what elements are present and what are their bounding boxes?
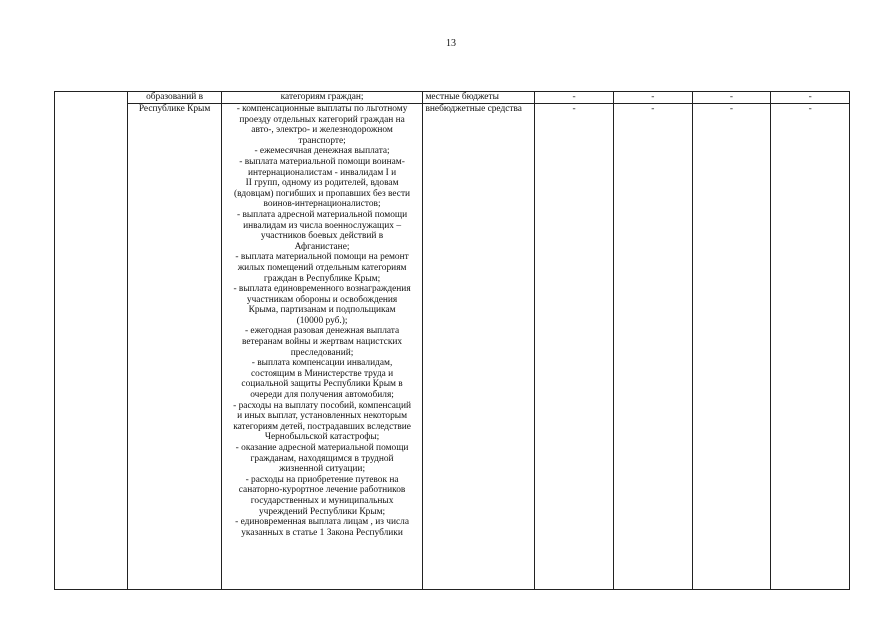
value-cell: - [613,104,692,590]
description-line: преследований; [290,347,354,358]
name-cell-line-1: образований в [128,92,221,104]
description-line: гражданам, находящимся в трудной [250,453,394,464]
description-line: - выплата единовременного вознаграждения [233,284,411,295]
description-line: Крыма, партизанам и подпольщикам [248,305,396,316]
description-line: (вдовцам) погибших и пропавших без вести [234,188,411,199]
description-line: участников боевых действий в [260,231,384,242]
table-row [55,92,850,104]
description-cell [221,104,423,590]
description-line: проезду отдельных категорий граждан на [239,114,405,125]
description-line: (10000 руб.); [296,315,348,326]
value-cell: - [535,104,614,590]
description-line: граждан в Республике Крым; [263,273,381,284]
description-line: - выплата компенсации инвалидам, [251,358,393,369]
description-line: - единовременная выплата лицам , из числа [235,517,410,528]
description-line: социальной защиты Республики Крым в [241,379,403,390]
description-line: - выплата материальной помощи на ремонт [235,252,409,263]
description-line: ветеранам войны и жертвам нацистских [242,337,403,348]
description-line: участникам обороны и освобождения [246,294,398,305]
description-line: и иных выплат, установленных некоторым [237,411,408,422]
description-line: учреждений Республики Крым; [258,506,386,517]
table-row [55,104,850,590]
name-cell-line-2: Республике Крым [128,104,221,590]
description-line: - компенсационные выплаты по льготному [236,104,408,114]
description-line: Афганистане; [294,241,350,252]
description-line: очереди для получения автомобиля; [250,390,394,401]
value-cell: - [692,104,771,590]
description-line: транспорте; [298,135,346,146]
value-cell: - [771,92,850,104]
description-line: категориям детей, пострадавших вследствие [233,421,411,432]
value-cell: - [535,92,614,104]
description-line: II групп, одному из родителей, вдовам [245,178,399,189]
value-cell: - [771,104,850,590]
funding-source-local: местные бюджеты [423,92,535,104]
description-cell-top: категориям граждан; [221,92,423,104]
row-number-cell [55,92,128,590]
description-line: авто-, электро- и железнодорожном [251,125,393,136]
description-line: - выплата адресной материальной помощи [236,209,408,220]
program-table [54,91,850,590]
funding-source-extrabudgetary: внебюджетные средства [423,104,535,590]
description-line: - ежемесячная денежная выплата; [254,146,390,157]
description-line: состоящим в Министерстве труда и [251,368,394,379]
value-cell: - [613,92,692,104]
description-line: санаторно-курортное лечение работников [238,485,406,496]
description-line: - оказание адресной материальной помощи [235,443,409,453]
description-line: - выплата материальной помощи воинам- [239,156,405,167]
description-line: - расходы на приобретение путевок на [245,474,399,485]
page-number: 13 [446,38,456,49]
description-line: инвалидам из числа военнослужащих – [243,220,402,231]
description-line: государственных и муниципальных [250,495,394,506]
description-line: интернационалистам - инвалидам I и [248,167,397,178]
description-line: воинов-интернационалистов; [263,199,381,210]
description-line: - расходы на выплату пособий, компенсаций [233,400,411,411]
description-line: - ежегодная разовая денежная выплата [244,326,400,337]
description-line: жилых помещений отдельным категориям [237,262,407,273]
description-line: жизненной ситуации; [279,464,366,475]
description-line: Чернобыльской катастрофы; [264,432,380,443]
value-cell: - [692,92,771,104]
description-line: указанных в статье 1 Закона Республики [241,527,403,538]
